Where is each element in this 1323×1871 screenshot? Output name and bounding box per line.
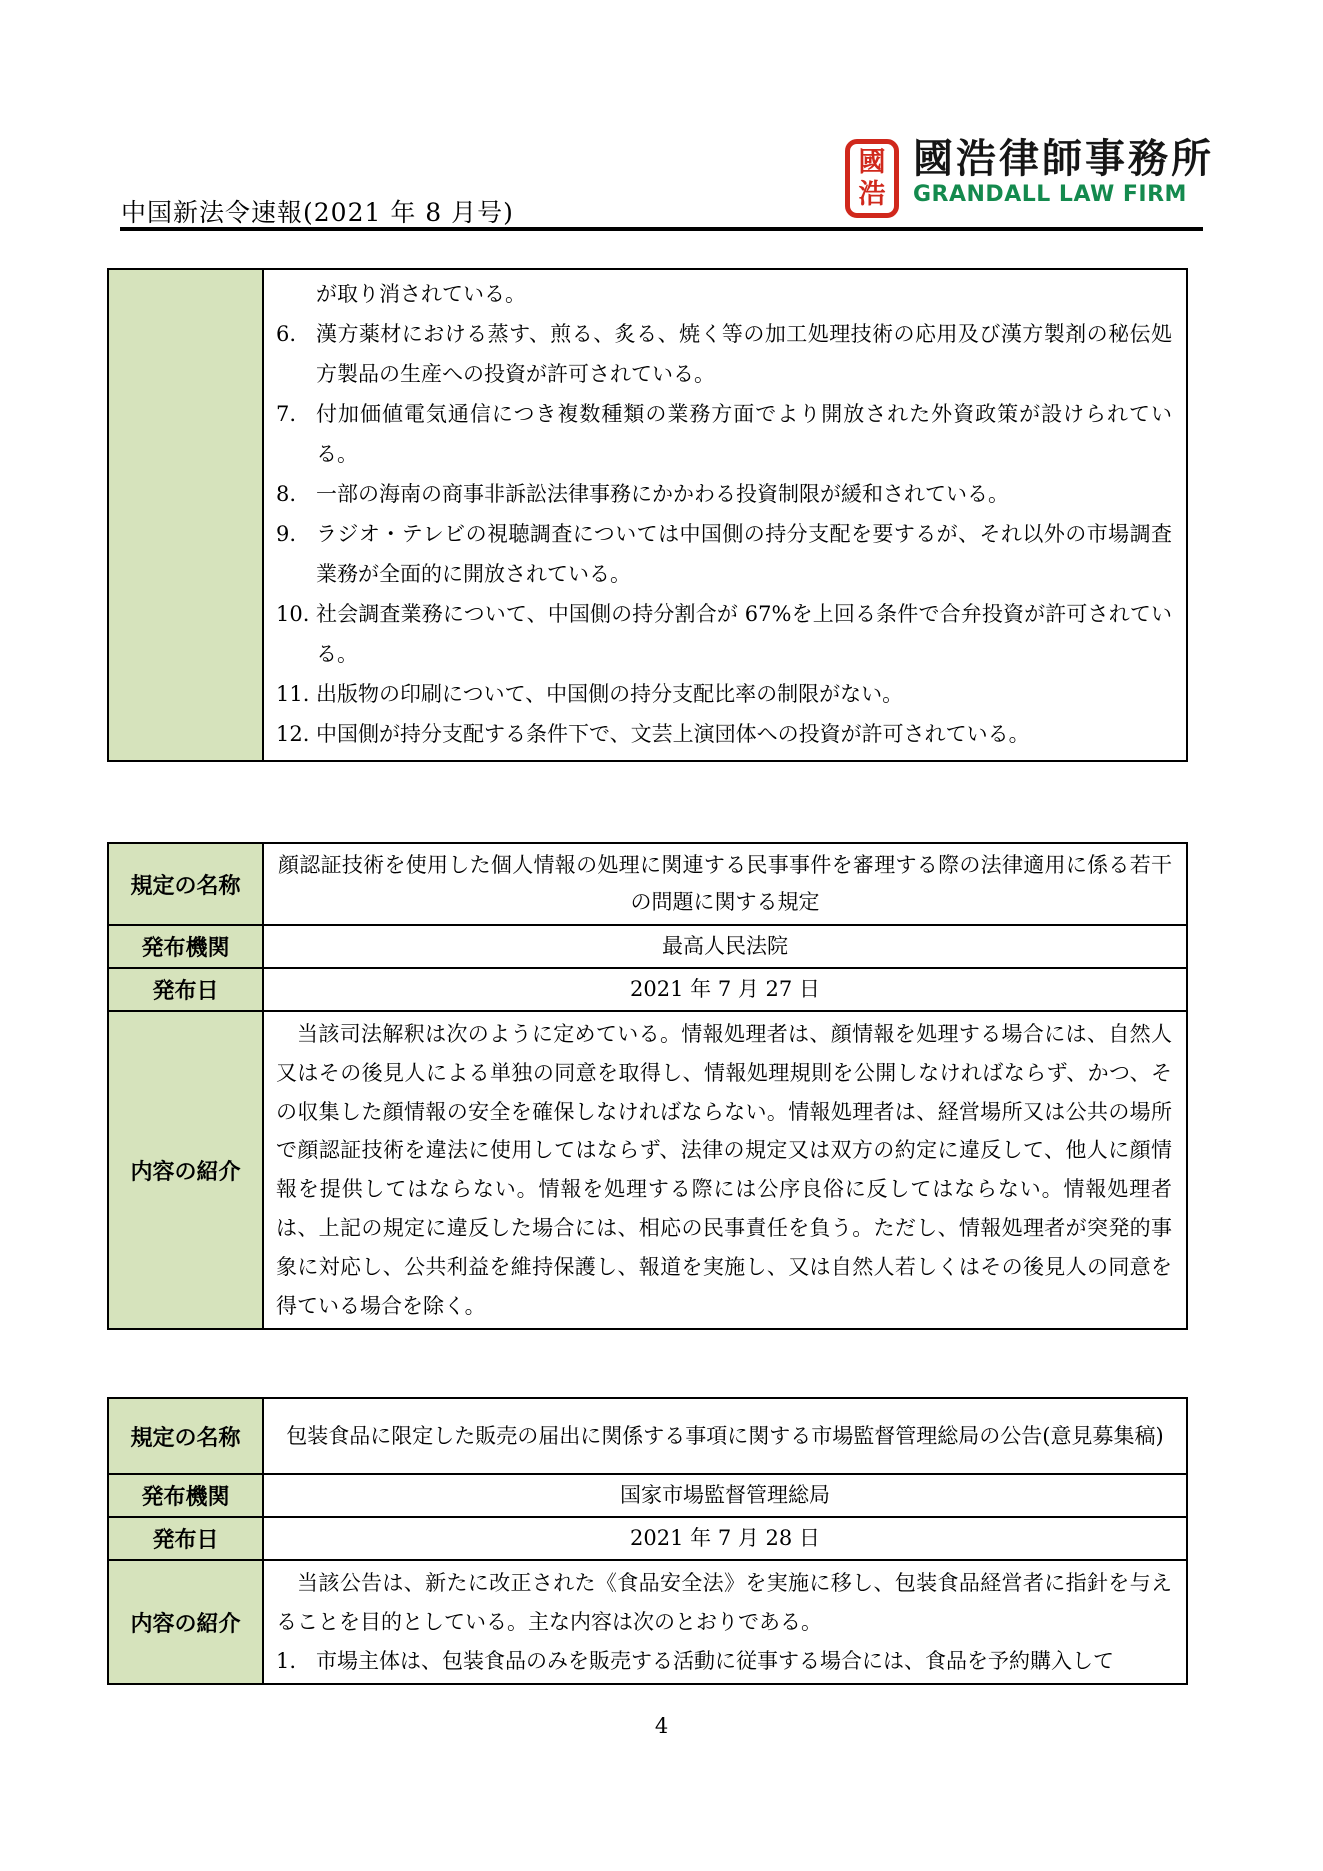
regulation-name-value — [264, 844, 1186, 924]
issue-date-label: 発布日 — [109, 1518, 264, 1559]
header-divider-rule — [120, 227, 1203, 231]
content-intro-value — [264, 1561, 1186, 1683]
logo-text — [913, 136, 1214, 207]
table-row — [109, 1473, 1186, 1516]
list-item — [276, 594, 1172, 674]
continuation-content-cell — [264, 270, 1186, 760]
grandall-seal-icon — [845, 139, 899, 218]
table-row — [109, 967, 1186, 1010]
label-cell-empty — [109, 270, 264, 760]
content-intro-paragraph: 当該司法解釈は次のように定めている。情報処理者は、顔情報を処理する場合には、自然人又はその後見人による単独の同意を取得し、情報処理規則を公開しなければならず、かつ、その収集した顔情報の安全を確保しなければならない。情報処理者は、経営場所又は公共の場所で顔認証技術を違法に使用してはならず、法律の規定又は双方の約定に違反して、他人に顔情報を提供してはならない。情報を処理する際には公序良俗に反してはならない。情報処理者は、上記の規定に違反した場合には、相応の民事責任を負う。ただし、情報処理者が突発的事象に対応し、公共利益を維持保護し、報道を実施し、又は自然人若しくはその後見人の同意を得ている場合を除く。 — [276, 1022, 1172, 1318]
newsletter-title: 中国新法令速報(2021 年 8 月号) — [121, 198, 514, 227]
item-text: 市場主体は、包装食品のみを販売する活動に従事する場合には、食品を予約購入して — [316, 1648, 1114, 1673]
seal-char-bottom: 浩 — [858, 178, 886, 210]
regulation-name-text: 包装食品に限定した販売の届出に関係する事項に関する市場監督管理総局の公告(意見募集稿) — [286, 1423, 1164, 1448]
item-number: 10. — [276, 602, 310, 626]
list-item — [276, 474, 1172, 514]
regulation-name-value — [264, 1399, 1186, 1473]
regulation-table-2 — [107, 1397, 1188, 1685]
table-row — [109, 1010, 1186, 1328]
item-number: 9. — [276, 522, 297, 546]
table-row — [109, 844, 1186, 924]
item-text: 社会調査業務について、中国側の持分割合が 67%を上回る条件で合弁投資が許可されている。 — [316, 602, 1172, 666]
table-row — [109, 270, 1186, 760]
table-row — [109, 1399, 1186, 1473]
numbered-list — [276, 1642, 1172, 1681]
table-row — [109, 1516, 1186, 1559]
page-number: 4 — [654, 1714, 669, 1738]
table-row — [109, 1559, 1186, 1683]
issuing-agency-label: 発布機関 — [109, 926, 264, 967]
issuing-agency-value: 国家市場監督管理総局 — [620, 1483, 830, 1507]
content-intro-label: 内容の紹介 — [109, 1561, 264, 1683]
item-number: 8. — [276, 482, 297, 506]
item-text: 出版物の印刷について、中国側の持分支配比率の制限がない。 — [316, 682, 904, 706]
list-item — [276, 514, 1172, 594]
regulation-name-label: 規定の名称 — [109, 1399, 264, 1473]
seal-char-top: 國 — [858, 147, 886, 179]
item-text: ラジオ・テレビの視聴調査については中国側の持分支配を要するが、それ以外の市場調査業務が全面的に開放されている。 — [316, 522, 1172, 586]
content-intro-value — [264, 1012, 1186, 1328]
list-item — [276, 394, 1172, 474]
item-text: 中国側が持分支配する条件下で、文芸上演団体への投資が許可されている。 — [316, 722, 1030, 746]
item-number: 12. — [276, 722, 310, 746]
issuing-agency-label: 発布機関 — [109, 1475, 264, 1516]
table-row — [109, 924, 1186, 967]
content-intro-label: 内容の紹介 — [109, 1012, 264, 1328]
issue-date-value: 2021 年 7 月 28 日 — [630, 1526, 820, 1550]
regulation-name-text: 顔認証技術を使用した個人情報の処理に関連する民事事件を審理する際の法律適用に係る若干の問題に関する規定 — [278, 853, 1172, 914]
list-item — [276, 314, 1172, 394]
content-intro-paragraph: 当該公告は、新たに改正された《食品安全法》を実施に移し、包装食品経営者に指針を与えることを目的としている。主な内容は次のとおりである。 — [276, 1571, 1172, 1634]
item-number: 6. — [276, 322, 297, 346]
item-number: 7. — [276, 402, 297, 426]
continuation-table — [107, 268, 1188, 762]
item-number: 1. — [276, 1648, 297, 1673]
regulation-name-label: 規定の名称 — [109, 844, 264, 924]
item-text: 漢方薬材における蒸す、煎る、炙る、焼く等の加工処理技術の応用及び漢方製剤の秘伝処方製品の生産への投資が許可されている。 — [316, 322, 1172, 386]
issuing-agency-value: 最高人民法院 — [662, 934, 788, 958]
carryover-line: が取り消されている。 — [316, 282, 526, 306]
law-firm-logo — [845, 136, 1214, 218]
numbered-list — [276, 314, 1172, 754]
list-item — [276, 1642, 1172, 1681]
item-text: 付加価値電気通信につき複数種類の業務方面でより開放された外資政策が設けられている。 — [316, 402, 1172, 466]
firm-name-cn: 國浩律師事務所 — [913, 136, 1214, 182]
regulation-table-1 — [107, 842, 1188, 1330]
firm-name-en: GRANDALL LAW FIRM — [913, 182, 1187, 207]
issue-date-value: 2021 年 7 月 27 日 — [630, 977, 820, 1001]
list-item — [276, 714, 1172, 754]
issue-date-label: 発布日 — [109, 969, 264, 1010]
item-text: 一部の海南の商事非訴訟法律事務にかかわる投資制限が緩和されている。 — [316, 482, 1009, 506]
item-number: 11. — [276, 682, 310, 706]
list-item — [276, 674, 1172, 714]
